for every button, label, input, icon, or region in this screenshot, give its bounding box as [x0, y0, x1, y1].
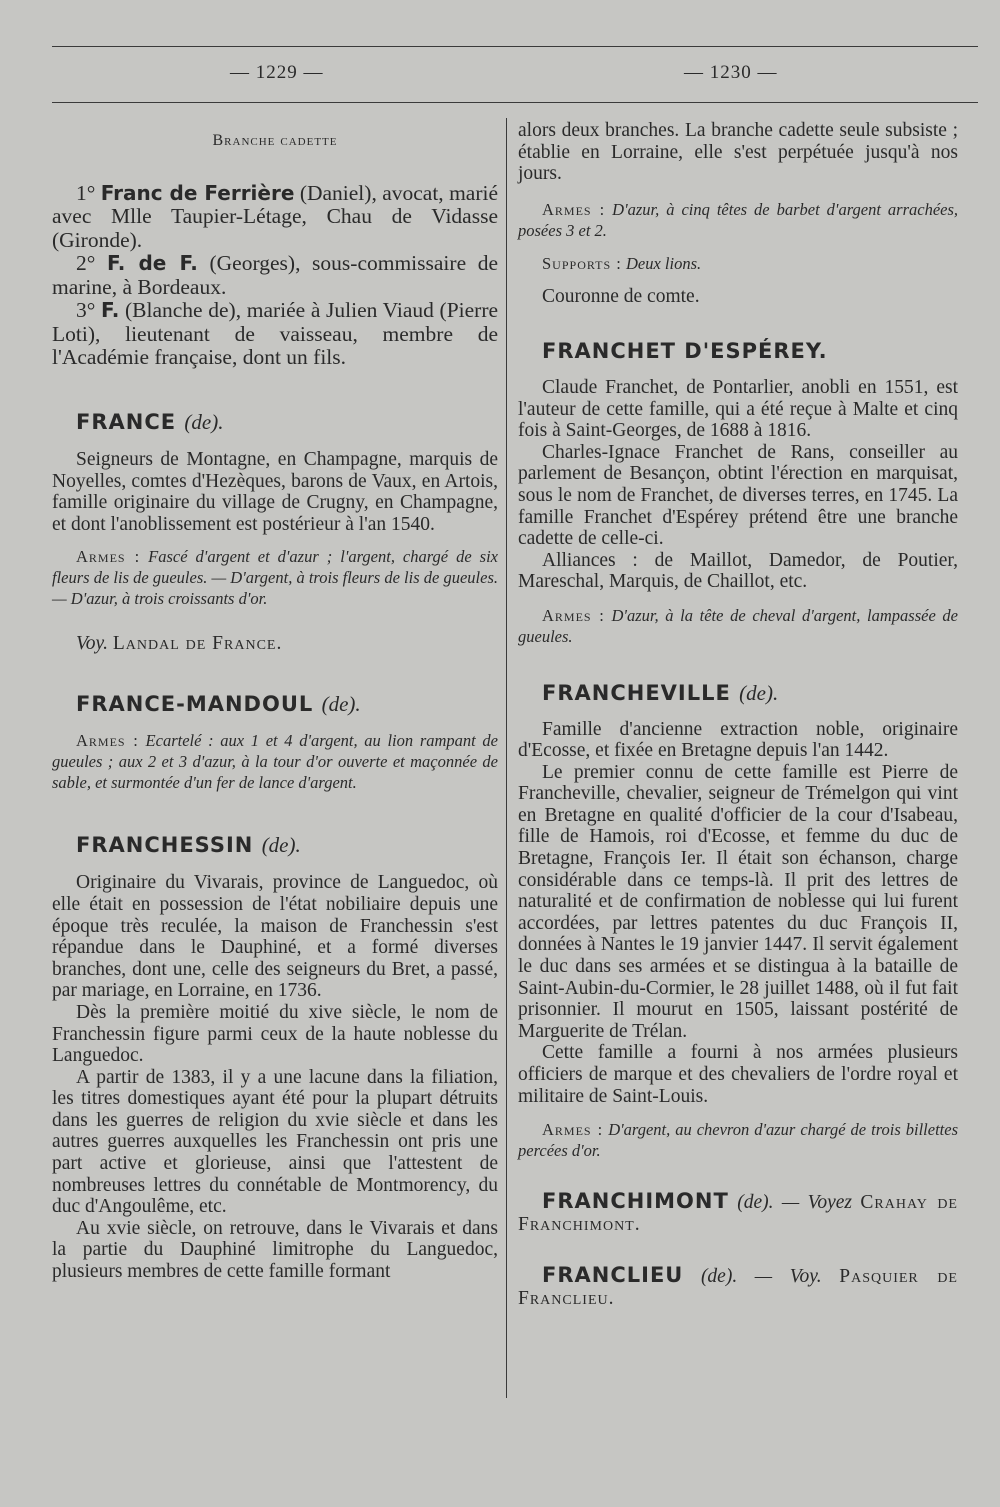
left-page-number: — 1229 — [230, 62, 324, 83]
ferriere-entry-3: 3° F. (Blanche de), mariée à Julien Viaud (Pierre Loti), lieutenant de vaisseau, membre de l'Académie française, dont un fils. [52, 298, 499, 370]
france-see-also: Voy. Landal de France. [76, 632, 283, 654]
mandoul-arms: Armes : Ecartelé : aux 1 et 4 d'argent, au lion rampant de gueules ; aux 2 et 3 d'azur, à la tour d'or ouverte et maçonnée de sable, et surmontée d'un fer de lance d'argent. [52, 730, 498, 792]
franchessin-arms: Armes : D'azur, à cinq têtes de barbet d'argent arrachées, posées 3 et 2. [518, 199, 959, 240]
franchessin-continued: alors deux branches. La branche cadette seule subsiste ; établie en Lorraine, elle s'est perpétuée jusqu'à nos jours. [518, 120, 958, 185]
france-text: Seigneurs de Montagne, en Champagne, marquis de Noyelles, comtes d'Hezèques, barons de Vaux, en Artois, famille originaire du village de Crugny, en Champagne, et dont l'anoblissement est postérieur à l'an 1540. [52, 449, 498, 535]
branch-heading: Branche cadette [212, 132, 338, 149]
esperey-p3: Alliances : de Maillot, Damedor, de Poutier, Mareschal, Marquis, de Chaillot, etc. [518, 549, 958, 593]
entry-title-france: FRANCE (de). [76, 409, 224, 434]
esperey-p1: Claude Franchet, de Pontarlier, anobli en 1551, est l'auteur de cette famille, qui a été reçue à Malte et cinq fois à Saint-Georges, de 1688 à 1816. [518, 376, 958, 442]
franchessin-p1: Originaire du Vivarais, province de Languedoc, où elle était en possession de l'état nobiliaire depuis une époque très reculée, la maison de Franchessin s'est répandue dans le Dauphiné, et a formé diverses branches, dont une, celle des seigneurs du Bret, a passé, par mariage, en Lorraine, en 1736. [52, 872, 498, 1002]
ferriere-entry-2: 2° F. de F. (Georges), sous-commissaire de marine, à Bordeaux. [52, 251, 499, 299]
franchessin-p4: Au xvie siècle, on retrouve, dans le Vivarais et dans la partie du Dauphiné limitrophe du Languedoc, plusieurs membres de cette famille formant [52, 1217, 498, 1283]
entry-title-france-mandoul: FRANCE-MANDOUL (de). [76, 692, 361, 717]
header-rule [52, 102, 978, 103]
francheville-p3: Cette famille a fourni à nos armées plusieurs officiers de marque et des chevaliers de l'ordre royal et militaire de Saint-Louis. [518, 1042, 958, 1107]
entry-franchimont: FRANCHIMONT (de). — Voyez Crahay de Franchimont. [518, 1189, 958, 1235]
francheville-p2: Le premier connu de cette famille est Pierre de Francheville, chevalier, seigneur de Trémelgon qui vint en Bretagne en qualité d'officier de la cour d'Isabeau, fille de Hamois, roi d'Ecosse, et femme du duc de Bretagne, François Ier. Il était son échanson, charge considérable dans ce temps-là. Il prit des lettres de naturalité et de confirmation de noblesse qui lui furent accordées, par lettres patentes du duc François II, données à Nantes le 19 janvier 1447. Il servit également le duc dans ses armées et se distingua à la bataille de Saint-Aubin-du-Cormier, le 28 juillet 1488, où il fut fait prisonnier. Il mourut en 1505, laissant postérité de Marguerite de Trélan. [518, 761, 958, 1042]
franchessin-p2: Dès la première moitié du xive siècle, le nom de Franchessin figure parmi ceux de la haute noblesse du Languedoc. [52, 1001, 498, 1067]
franchessin-supports: Supports : Deux lions. [542, 253, 702, 273]
france-arms: Armes : Fascé d'argent et d'azur ; l'argent, chargé de six fleurs de lis de gueules. — D'argent, à trois fleurs de lis de gueules. — D'azur, à trois croissants d'or. [52, 546, 498, 608]
franchessin-couronne: Couronne de comte. [542, 285, 700, 307]
right-page-number: — 1230 — [684, 62, 778, 83]
ferriere-entries [52, 182, 498, 370]
entry-title-francheville: FRANCHEVILLE (de). [542, 680, 779, 705]
top-rule [52, 46, 978, 47]
francheville-p1: Famille d'ancienne extraction noble, originaire d'Ecosse, et fixée en Bretagne depuis l'an 1442. [518, 718, 958, 762]
entry-franclieu: FRANCLIEU (de). — Voy. Pasquier de Franclieu. [518, 1263, 958, 1309]
esperey-arms: Armes : D'azur, à la tête de cheval d'argent, lampassée de gueules. [518, 605, 959, 646]
entry-title-franchet-desperey: FRANCHET D'ESPÉREY. [542, 339, 828, 364]
column-divider [506, 118, 507, 1398]
ferriere-entry-1: 1° Franc de Ferrière (Daniel), avocat, marié avec Mlle Taupier-Létage, Chau de Vidasse (Gironde). [52, 180, 499, 252]
left-column [52, 120, 498, 1283]
francheville-arms: Armes : D'argent, au chevron d'azur chargé de trois billettes percées d'or. [518, 1120, 959, 1161]
right-column [518, 120, 958, 1310]
franchessin-p3: A partir de 1383, il y a une lacune dans la filiation, les titres domestiques ayant été pour la plupart détruits dans les guerres de religion du xvie siècle et dans les autres guerres auxquelles les Franchessin ont pris une part active et glorieuse, ainsi que l'attestent de nombreuses lettres du connétable de Montmorency, du duc d'Angoulême, etc. [52, 1066, 498, 1218]
esperey-p2: Charles-Ignace Franchet de Rans, conseiller au parlement de Besançon, obtint l'érection en marquisat, sous le nom de Franchet, de diverses terres, en 1745. La famille Franchet d'Espérey prétend être une branche cadette de celle-ci. [518, 441, 958, 550]
entry-title-franchessin: FRANCHESSIN (de). [76, 832, 301, 857]
